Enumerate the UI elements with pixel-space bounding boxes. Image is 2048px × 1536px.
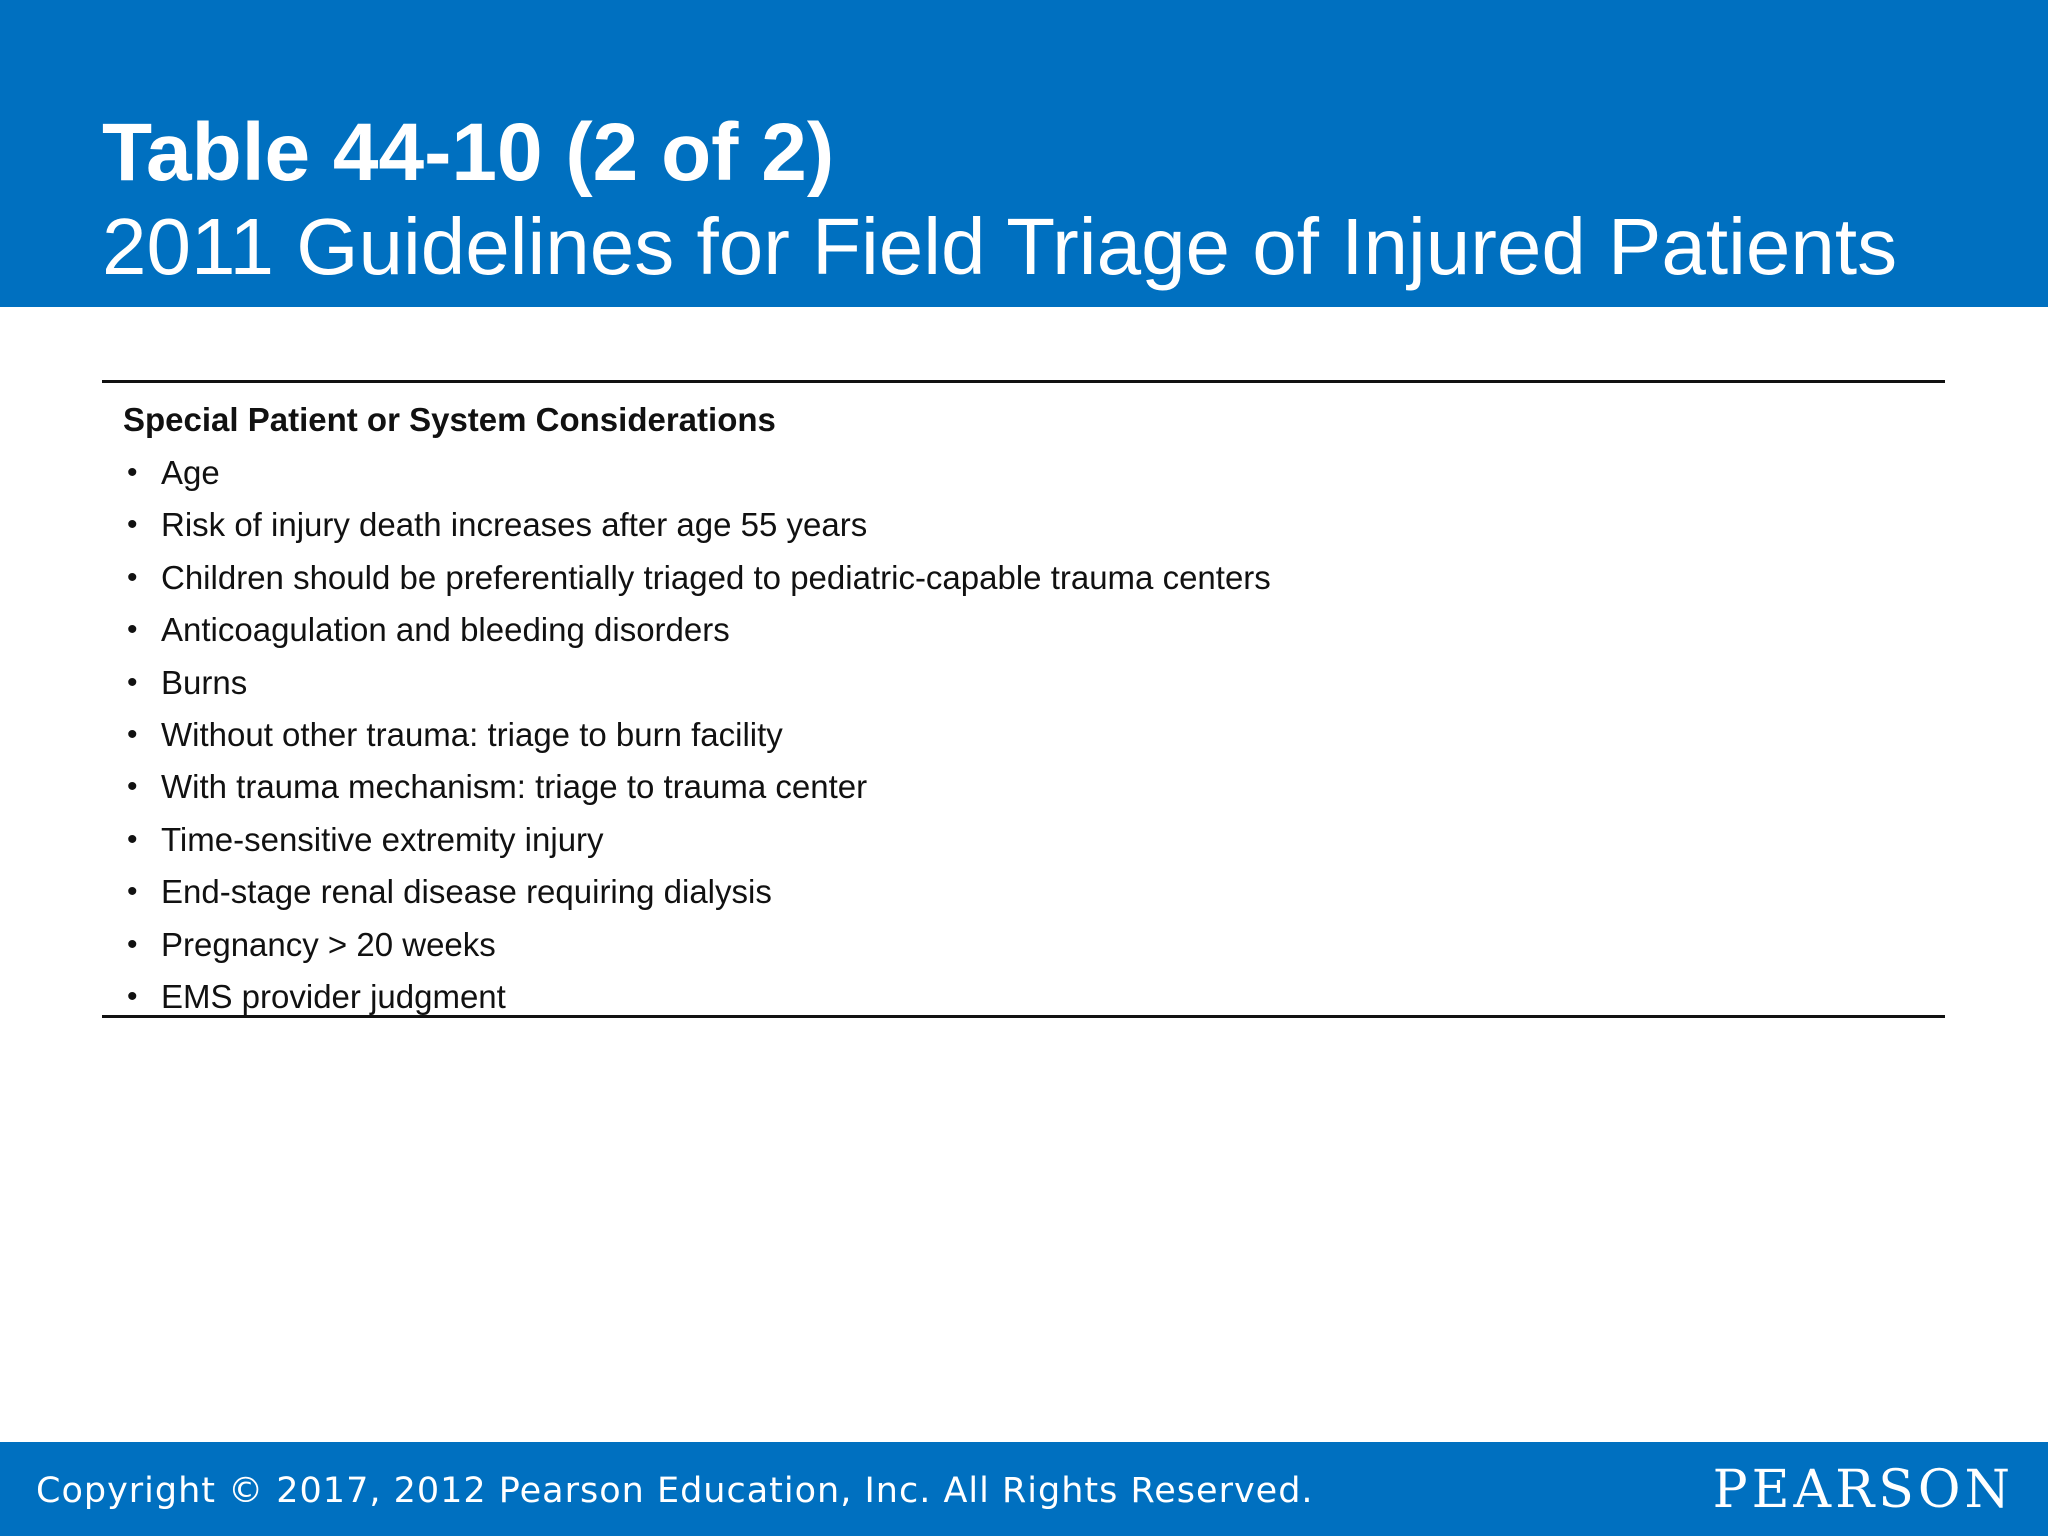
- list-item-text: EMS provider judgment: [161, 977, 506, 1015]
- bullet-icon: •: [127, 717, 138, 751]
- list-item-text: With trauma mechanism: triage to trauma center: [161, 768, 868, 806]
- table-heading: Special Patient or System Considerations: [123, 401, 776, 438]
- bullet-icon: •: [127, 875, 138, 909]
- bullet-icon: •: [127, 770, 138, 804]
- bullet-icon: •: [127, 613, 138, 647]
- bullet-icon: •: [127, 665, 138, 699]
- bullet-icon: •: [127, 927, 138, 961]
- list-item-text: Risk of injury death increases after age 55 years: [161, 506, 868, 544]
- list-item-text: Pregnancy > 20 weeks: [161, 925, 496, 963]
- list-item-text: Age: [161, 454, 220, 491]
- slide-title: Table 44-10 (2 of 2): [102, 107, 835, 198]
- list-item-text: Without other trauma: triage to burn facility: [161, 715, 783, 753]
- list-item-text: Burns: [161, 663, 248, 701]
- bullet-icon: •: [127, 508, 138, 542]
- footer-bar: [0, 1442, 2048, 1536]
- title-banner: [0, 0, 2048, 307]
- list-item-text: Time-sensitive extremity injury: [161, 820, 604, 858]
- list-item-text: End-stage renal disease requiring dialysis: [161, 873, 772, 911]
- list-item-text: Children should be preferentially triaged to pediatric-capable trauma centers: [161, 558, 1271, 596]
- bullet-icon: •: [127, 822, 138, 856]
- bullet-icon: •: [127, 456, 138, 489]
- slide-subtitle: 2011 Guidelines for Field Triage of Injured Patients: [102, 202, 1898, 291]
- considerations-table: [102, 380, 1945, 1018]
- list-item-text: Anticoagulation and bleeding disorders: [161, 611, 730, 649]
- bullet-icon: •: [127, 560, 138, 594]
- bullet-icon: •: [127, 979, 138, 1013]
- pearson-logo: PEARSON: [1712, 1460, 2014, 1520]
- copyright-text: Copyright © 2017, 2012 Pearson Education, Inc. All Rights Reserved.: [36, 1471, 1314, 1511]
